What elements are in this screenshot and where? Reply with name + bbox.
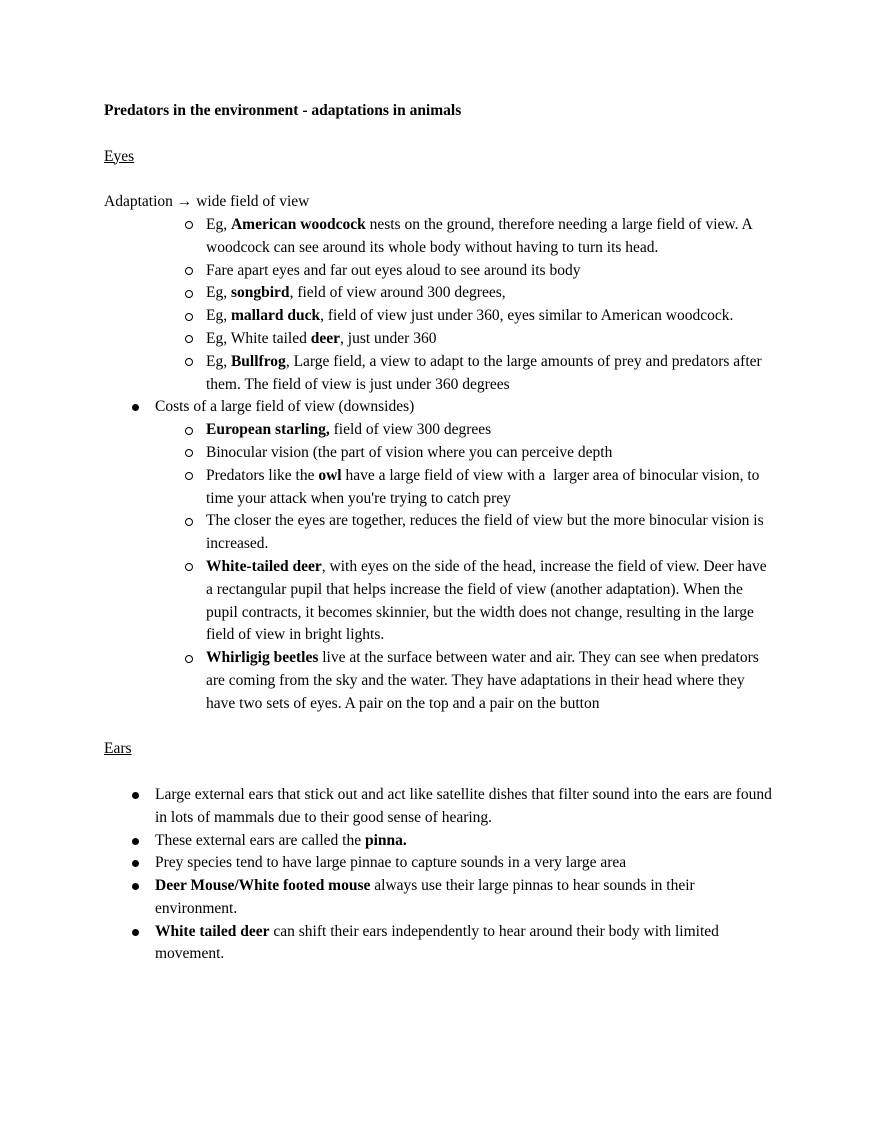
bold-text-run: American woodcock bbox=[230, 215, 366, 233]
bullet-circle-icon bbox=[185, 358, 193, 366]
list-item bbox=[104, 328, 776, 351]
bullet-circle-icon bbox=[185, 449, 193, 457]
bullet-disc-icon bbox=[132, 929, 139, 936]
list-item-text bbox=[206, 216, 756, 256]
bullet-disc-icon bbox=[132, 860, 139, 867]
text-run: Prey species tend to have large pinnae to capture sounds in a very large area bbox=[155, 854, 627, 872]
text-run: The closer the eyes are together, reduces the field of view but the more binocular vision is increased. bbox=[206, 512, 768, 553]
bullet-disc-icon bbox=[132, 404, 139, 411]
text-run: Eg, White tailed bbox=[206, 329, 311, 347]
bullet-circle-icon bbox=[185, 563, 193, 571]
text-run: , just under 360 bbox=[340, 329, 437, 347]
text-run: live at the surface between water and air. They can see when predators are coming from the sky and the water. They have adaptations in their head where they have two sets of eyes. A pair on the top and a pair on the button bbox=[206, 649, 763, 712]
section-heading bbox=[104, 738, 776, 761]
list-item-text bbox=[155, 398, 414, 415]
text-run: , Large field, a view to adapt to the large amounts of prey and predators after them. The field of view is just under 360 degrees bbox=[206, 352, 766, 393]
text-run: Eg, bbox=[206, 215, 231, 233]
list-item bbox=[104, 260, 776, 283]
text-run: Eg, bbox=[206, 352, 231, 370]
bold-text-run: White-tailed deer bbox=[206, 557, 322, 575]
list-item bbox=[104, 282, 776, 305]
list-item bbox=[104, 396, 776, 419]
text-run: nests on the ground, therefore needing a large field of view. A woodcock can see around its whole body without having to turn its head. bbox=[206, 215, 756, 256]
section-heading bbox=[104, 146, 776, 169]
text-run: , field of view just under 360, eyes similar to American woodcock. bbox=[320, 307, 734, 325]
list-item-text bbox=[155, 923, 723, 963]
list-item-text bbox=[206, 512, 768, 552]
list-item-text bbox=[206, 444, 612, 461]
list-item-text bbox=[155, 854, 626, 871]
list-item-text bbox=[206, 284, 506, 301]
list-item bbox=[104, 305, 776, 328]
list-item-text bbox=[206, 262, 580, 279]
section-heading-label: Eyes bbox=[104, 147, 135, 165]
text-run: , field of view around 300 degrees, bbox=[289, 284, 506, 302]
bullet-disc-icon bbox=[132, 883, 139, 890]
text-run: field of view 300 degrees bbox=[329, 421, 492, 439]
paragraph bbox=[104, 191, 776, 214]
bullet-circle-icon bbox=[185, 313, 193, 321]
bold-text-run: deer bbox=[310, 329, 341, 347]
text-run: can shift their ears independently to hear around their body with limited movement. bbox=[155, 922, 723, 963]
list-item bbox=[104, 510, 776, 556]
list-item-text bbox=[206, 353, 766, 393]
bold-text-run: Bullfrog bbox=[230, 352, 286, 370]
bold-text-run: Deer Mouse/White footed mouse bbox=[155, 877, 371, 895]
document-title: Predators in the environment - adaptations in animals bbox=[104, 102, 462, 119]
list-item bbox=[104, 442, 776, 465]
list-item-text bbox=[206, 307, 733, 324]
text-run: Predators like the bbox=[206, 466, 319, 484]
bullet-disc-icon bbox=[132, 838, 139, 845]
text-run: Binocular vision (the part of vision where you can perceive depth bbox=[206, 443, 613, 461]
list-item bbox=[104, 214, 776, 260]
section-heading-label: Ears bbox=[104, 740, 132, 758]
bold-text-run: mallard duck bbox=[230, 307, 321, 325]
text-run: These external ears are called the bbox=[155, 831, 365, 849]
list-item-text bbox=[206, 558, 771, 643]
list-item bbox=[104, 647, 776, 715]
bullet-disc-icon bbox=[132, 792, 139, 799]
bullet-circle-icon bbox=[185, 427, 193, 435]
list-item-text bbox=[206, 330, 436, 347]
bold-text-run: pinna. bbox=[364, 831, 407, 849]
bullet-circle-icon bbox=[185, 472, 193, 480]
bullet-circle-icon bbox=[185, 221, 193, 229]
bullet-circle-icon bbox=[185, 267, 193, 275]
bold-text-run: Whirligig beetles bbox=[206, 649, 319, 667]
bullet-circle-icon bbox=[185, 518, 193, 526]
list-item bbox=[104, 351, 776, 397]
list-item bbox=[104, 465, 776, 511]
bold-text-run: White tailed deer bbox=[155, 922, 270, 940]
list-item-text bbox=[155, 786, 776, 826]
bullet-circle-icon bbox=[185, 335, 193, 343]
list-item bbox=[104, 784, 776, 830]
list-item-text bbox=[155, 832, 407, 849]
list-item bbox=[104, 921, 776, 967]
text-run: , with eyes on the side of the head, increase the field of view. Deer have a rectangular pupil that helps increase the field of view (another adaptation). When the pupil contracts, it becomes skinnier, but the width does not change, resulting in the large field of view in bright lights. bbox=[206, 557, 771, 644]
list-item bbox=[104, 419, 776, 442]
list-item bbox=[104, 830, 776, 853]
bullet-circle-icon bbox=[185, 655, 193, 663]
list-item bbox=[104, 875, 776, 921]
text-run: Eg, bbox=[206, 284, 231, 302]
list-item bbox=[104, 852, 776, 875]
text-run: have a large field of view with a larger area of binocular vision, to time your attack when you're trying to catch prey bbox=[206, 466, 764, 507]
list-item-text bbox=[206, 421, 491, 438]
list-item-text bbox=[206, 467, 763, 507]
list-item bbox=[104, 556, 776, 647]
text-run: Adaptation → wide field of view bbox=[104, 193, 310, 211]
bold-text-run: owl bbox=[318, 466, 342, 484]
text-run: Costs of a large field of view (downsides) bbox=[155, 398, 415, 416]
text-run: Fare apart eyes and far out eyes aloud to see around its body bbox=[206, 261, 581, 279]
text-run: Eg, bbox=[206, 307, 231, 325]
list-item-text bbox=[155, 877, 699, 917]
bold-text-run: European starling, bbox=[206, 421, 330, 439]
bold-text-run: songbird bbox=[230, 284, 290, 302]
list-item-text bbox=[206, 649, 763, 712]
text-run: Large external ears that stick out and act like satellite dishes that filter sound into the ears are found in lots of mammals due to their good sense of hearing. bbox=[155, 785, 776, 826]
text-run: always use their large pinnas to hear sounds in their environment. bbox=[155, 877, 699, 917]
bullet-circle-icon bbox=[185, 290, 193, 298]
document-body bbox=[104, 146, 776, 967]
